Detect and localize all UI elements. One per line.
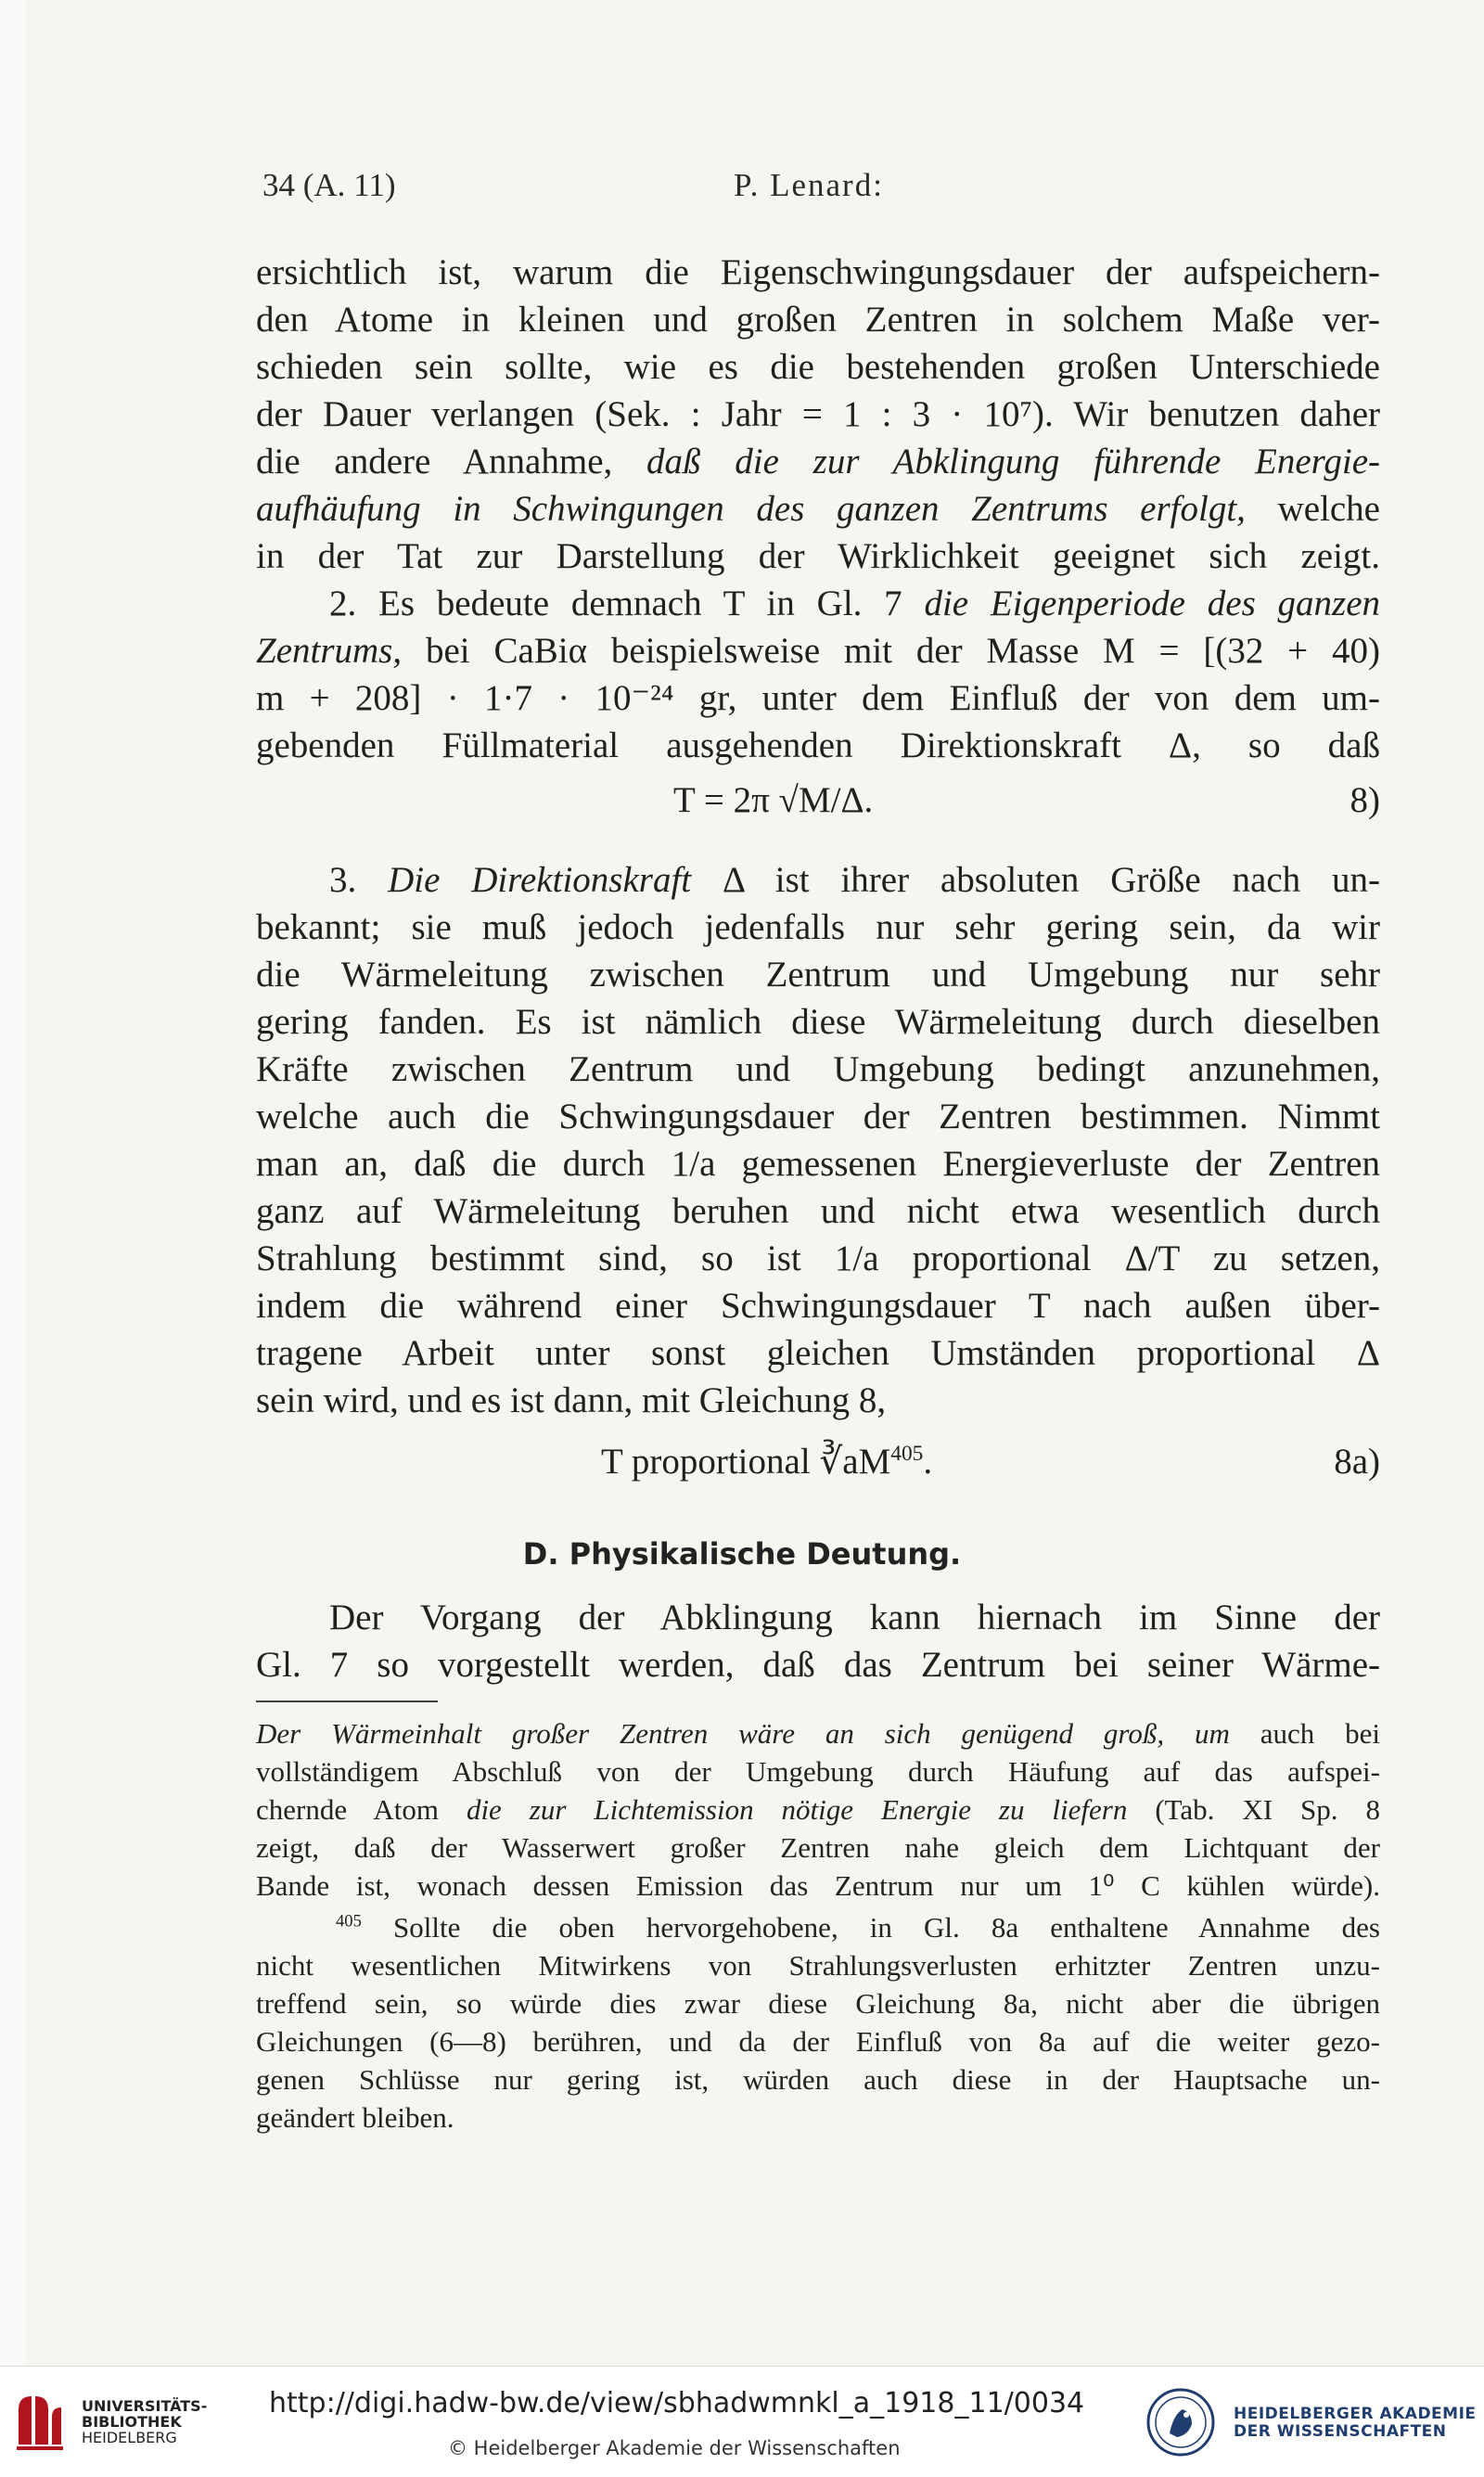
page-number: 34 (A. 11) [262,167,396,203]
running-author: P. Lenard: [734,167,884,203]
emphasis-text: die Eigenperiode des ganzen [924,584,1381,623]
text-line: welche auch die Schwingungsdauer der Zentren bestimmen. Nimmt [256,1097,1380,1136]
text-segment: welche [1277,489,1380,529]
academy-line: HEIDELBERGER AKADEMIE [1234,2405,1477,2423]
running-header [262,167,1396,213]
text-segment: die andere Annahme, [256,442,613,481]
text-line [256,629,1380,674]
footnote-line: nicht wesentlichen Mitwirkens von Strahlungsverlusten erhitzter Zentren unzu- [256,1949,1380,1982]
equation-8: T = 2π √M/Δ. [673,780,874,820]
text-segment: auch bei [1260,1717,1381,1750]
footnote-line: treffend sein, so würde dies zwar diese Gleichung 8a, nicht aber die übrigen [256,1987,1380,2020]
text-segment: 2. Es bedeute demnach T in Gl. 7 [329,584,902,623]
text-segment: Δ ist ihrer absoluten Größe nach un- [722,860,1381,900]
text-segment: chernde Atom [256,1793,439,1826]
equation-number: 8a) [1334,1442,1380,1482]
footnote-line: geändert bleiben. [256,2101,454,2134]
viewer-footer [0,2366,1484,2477]
text-line: der Dauer verlangen (Sek. : Jahr = 1 : 3 · 10⁷). Wir benutzen daher [256,394,1380,434]
footnote-line: Gleichungen (6—8) berühren, und da der Einfluß von 8a auf die weiter gezo- [256,2025,1380,2058]
footnote-line [256,1790,1380,1829]
text-line [256,487,1380,532]
academy-seal-icon [1145,2387,1216,2458]
footnote-number: 405 [336,1911,362,1932]
permalink-url[interactable]: http://digi.hadw-bw.de/view/sbhadwmnkl_a_1918_11/0034 [269,2387,1085,2419]
university-library-logo-icon [13,2389,67,2454]
text-line: Der Vorgang der Abklingung kann hiernach im Sinne der [329,1598,1380,1637]
emphasis-text: Die Direktionskraft [388,860,692,900]
text-line: gebenden Füllmaterial ausgehenden Direktionskraft Δ, so daß [256,725,1380,765]
text-line: schieden sein sollte, wie es die bestehenden großen Unterschiede [256,347,1380,387]
text-line: indem die während einer Schwingungsdauer T nach außen über- [256,1286,1380,1326]
footnote-line [336,1908,1380,1946]
text-line: in der Tat zur Darstellung der Wirklichkeit geeignet sich zeigt. [256,536,1380,576]
footnote-ref: 405 [890,1442,924,1466]
text-line [256,440,1380,484]
university-library-name [82,2398,207,2445]
emphasis-text: Zentrums, [256,631,403,671]
text-line: Strahlung bestimmt sind, so ist 1/a proportional Δ/T zu setzen, [256,1238,1380,1278]
academy-line: DER WISSENSCHAFTEN [1234,2422,1447,2441]
text-line: ersichtlich ist, warum die Eigenschwingungsdauer der aufspeichern- [256,252,1380,292]
text-line [329,858,1380,903]
emphasis-text: Der Wärmeinhalt großer Zentren wäre an sich genügend groß, um [256,1717,1230,1750]
footnote-rule [256,1701,438,1702]
copyright-notice: © Heidelberger Akademie der Wissenschaften [448,2437,901,2459]
footnote-line: Bande ist, wonach dessen Emission das Zentrum nur um 1⁰ C kühlen würde). [256,1869,1380,1902]
emphasis-text: die zur Lichtemission nötige Energie zu liefern [466,1793,1128,1826]
footnote-line [256,1714,1380,1752]
text-line: Kräfte zwischen Zentrum und Umgebung bedingt anzunehmen, [256,1049,1380,1089]
text-line: gering fanden. Es ist nämlich diese Wärmeleitung durch dieselben [256,1002,1380,1042]
text-line: sein wird, und es ist dann, mit Gleichung 8, [256,1380,887,1420]
footnote-line: zeigt, daß der Wasserwert großer Zentren nahe gleich dem Lichtquant der [256,1831,1380,1864]
text-line: tragene Arbeit unter sonst gleichen Umständen proportional Δ [256,1333,1380,1373]
text-segment: 3. [329,860,357,900]
text-segment: bei CaBiα beispielsweise mit der Masse M = [(32 + 40) [425,631,1380,671]
footnote-line: genen Schlüsse nur gering ist, würden auch diese in der Hauptsache un- [256,2063,1380,2096]
text-line: den Atome in kleinen und großen Zentren in solchem Maße ver- [256,300,1380,340]
text-line: bekannt; sie muß jedoch jedenfalls nur sehr gering sein, da wir [256,907,1380,947]
text-line [329,582,1380,626]
text-line: man an, daß die durch 1/a gemessenen Energieverluste der Zentren [256,1144,1380,1184]
text-line: die Wärmeleitung zwischen Zentrum und Umgebung nur sehr [256,955,1380,995]
text-line: m + 208] · 1·7 · 10⁻²⁴ gr, unter dem Einfluß der von dem um- [256,678,1380,718]
text-line: ganz auf Wärmeleitung beruhen und nicht etwa wesentlich durch [256,1191,1380,1231]
emphasis-text: aufhäufung in Schwingungen des ganzen Zentrums erfolgt, [256,489,1246,529]
text-segment: Sollte die oben hervorgehobene, in Gl. 8a enthaltene Annahme des [393,1911,1381,1944]
text-segment: (Tab. XI Sp. 8 [1155,1793,1381,1826]
footnote-line: vollständigem Abschluß von der Umgebung durch Häufung auf das aufspei- [256,1755,1380,1788]
emphasis-text: daß die zur Abklingung führende Energie- [646,442,1381,481]
library-line: BIBLIOTHEK [82,2413,182,2431]
text-line: Gl. 7 so vorgestellt werden, daß das Zentrum bei seiner Wärme- [256,1645,1380,1685]
equation-number: 8) [1350,780,1380,820]
library-line: UNIVERSITÄTS- [82,2397,208,2415]
academy-name [1234,2406,1477,2441]
equation-end: . [923,1442,933,1482]
equation-8a [601,1441,932,1482]
section-heading: D. Physikalische Deutung. [522,1536,962,1572]
equation-body: T proportional ∛aM [601,1442,891,1482]
library-line: HEIDELBERG [82,2429,177,2446]
